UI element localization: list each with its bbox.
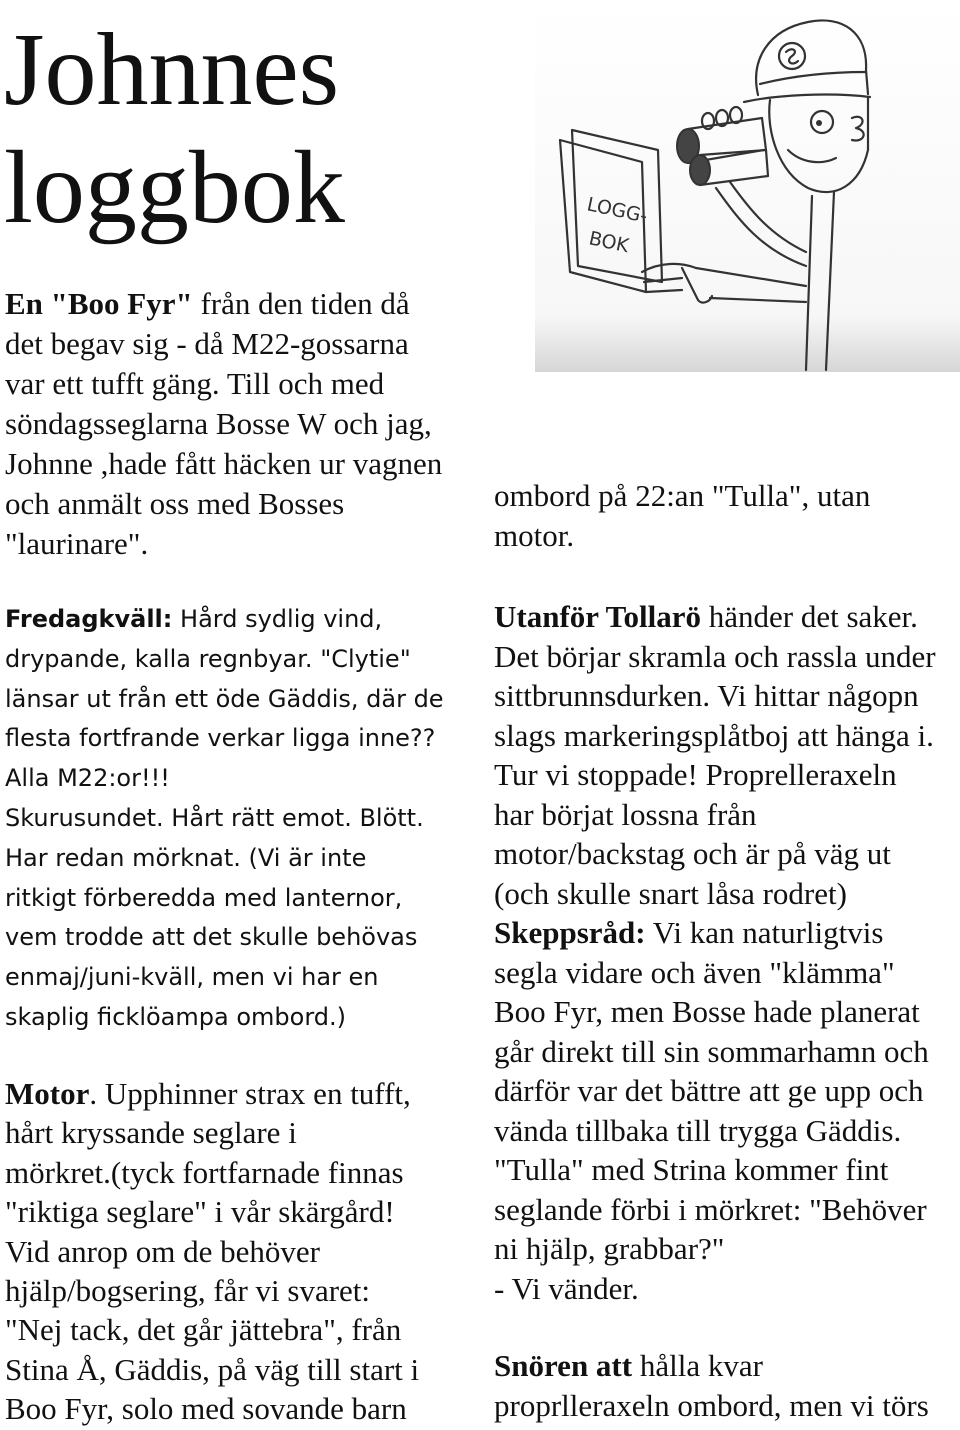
- line-text: går direkt till sin sommarhamn och: [494, 1033, 929, 1069]
- text-line: [494, 1032, 936, 1072]
- line-text: Det börjar skramla och rassla under: [494, 638, 936, 674]
- text-line: [494, 716, 936, 756]
- motor-paragraph: [5, 1074, 419, 1429]
- line-text: motor.: [494, 518, 575, 553]
- line-text: motor/backstag och är på väg ut: [494, 836, 891, 871]
- line-text: vända tillbaka till trygga Gäddis.: [494, 1112, 902, 1148]
- text-line: [5, 958, 444, 998]
- paper-background: [535, 0, 960, 372]
- text-line: [494, 676, 936, 716]
- text-line: [5, 1153, 419, 1192]
- line-text: - Vi vänder.: [494, 1270, 639, 1306]
- text-line: [5, 600, 444, 640]
- text-line: [5, 1232, 419, 1271]
- text-line: [5, 284, 442, 324]
- line-text: Hård sydlig vind,: [172, 605, 383, 633]
- text-line: [5, 444, 442, 484]
- text-line: [494, 1346, 929, 1386]
- line-text: "Nej tack, det går jättebra", från: [5, 1312, 402, 1348]
- line-text: var ett tufft gäng. Till och med: [5, 366, 385, 401]
- utanfor-paragraph: [494, 597, 936, 1308]
- text-line: [494, 476, 870, 516]
- snoren-paragraph: [494, 1346, 929, 1426]
- line-text: enmaj/juni-kväll, men vi har en: [5, 963, 379, 992]
- text-line: [5, 1113, 419, 1152]
- line-text: Har redan mörknat. (Vi är inte: [5, 843, 367, 872]
- text-line: [5, 799, 444, 839]
- text-line: [5, 404, 442, 444]
- bold-lead-text: En "Boo Fyr": [5, 286, 193, 321]
- line-text: ni hjälp, grabbar?": [494, 1231, 725, 1266]
- line-text: segla vidare och även "klämma": [494, 954, 895, 990]
- bold-lead-text: Fredagkväll:: [5, 605, 173, 633]
- line-text: händer det saker.: [700, 599, 918, 634]
- illustration-sailor-logbook: [530, 0, 960, 375]
- text-line: [5, 640, 444, 680]
- bold-lead-text: Skeppsråd:: [494, 915, 646, 950]
- text-line: [5, 759, 444, 799]
- text-line: [5, 1271, 419, 1310]
- pupil: [816, 120, 822, 126]
- title-line: loggbok: [4, 130, 345, 245]
- line-text: skaplig ficklöampa ombord.): [5, 1002, 346, 1031]
- text-line: [5, 719, 444, 759]
- line-text: "Tulla" med Strina kommer fint: [494, 1152, 889, 1187]
- line-text: därför var det bättre att ge upp och: [494, 1073, 924, 1108]
- line-text: vem trodde att det skulle behövas: [5, 923, 418, 952]
- line-text: "laurinare".: [5, 526, 149, 561]
- line-text: seglande förbi i mörkret: "Behöver: [494, 1191, 927, 1227]
- line-text: Tur vi stoppade! Proprelleraxeln: [494, 757, 897, 792]
- line-text: proprlleraxeln ombord, men vi törs: [494, 1388, 929, 1423]
- text-line: [494, 874, 936, 914]
- title-line: Johnnes: [4, 12, 340, 127]
- text-line: [5, 324, 442, 364]
- text-line: [5, 364, 442, 404]
- line-text: och anmält oss med Bosses: [5, 486, 345, 521]
- line-text: Boo Fyr, solo med sovande barn: [5, 1391, 407, 1427]
- line-text: . Upphinner strax en tufft,: [89, 1076, 411, 1111]
- text-line: [494, 755, 936, 795]
- line-text: "riktiga seglare" i vår skärgård!: [5, 1194, 395, 1230]
- line-text: hålla kvar: [632, 1348, 763, 1383]
- text-line: [494, 597, 936, 637]
- line-text: Alla M22:or!!!: [5, 764, 170, 793]
- text-line: [5, 839, 444, 879]
- text-line: [494, 1269, 936, 1309]
- line-text: flesta fortfrande verkar ligga inne??: [5, 724, 436, 753]
- line-text: söndagsseglarna Bosse W och jag,: [5, 406, 432, 441]
- fredagkvall-paragraph: [5, 600, 444, 1038]
- line-text: Vi kan naturligtvis: [645, 915, 884, 950]
- text-line: [5, 1074, 419, 1113]
- line-text: från den tiden då: [192, 286, 410, 321]
- line-text: det begav sig - då M22-gossarna: [5, 326, 409, 361]
- line-text: mörkret.(tyck fortfarnade finnas: [5, 1154, 404, 1190]
- text-line: [494, 1229, 936, 1269]
- text-line: [494, 992, 936, 1032]
- text-line: [494, 1111, 936, 1151]
- line-text: Vid anrop om de behöver: [5, 1233, 320, 1269]
- line-text: Boo Fyr, men Bosse hade planerat: [494, 994, 920, 1029]
- text-line: [5, 680, 444, 720]
- page-title: [4, 11, 345, 247]
- text-line: [494, 1071, 936, 1111]
- text-line: [5, 879, 444, 919]
- line-text: (och skulle snart låsa rodret): [494, 875, 847, 911]
- text-line: [494, 516, 870, 556]
- text-line: [494, 1190, 936, 1230]
- text-line: [494, 834, 936, 874]
- line-text: hjälp/bogsering, får vi svaret:: [5, 1273, 371, 1309]
- line-text: Johnne ,hade fått häcken ur vagnen: [5, 446, 443, 481]
- line-text: länsar ut från ett öde Gäddis, där de: [5, 684, 444, 713]
- book-label: LOGG-: [584, 193, 650, 228]
- bold-lead-text: Snören att: [494, 1348, 633, 1383]
- line-text: slags markeringsplåtboj att hänga i.: [494, 717, 934, 753]
- text-line: [5, 524, 442, 564]
- bold-lead-text: Motor: [5, 1076, 90, 1111]
- text-line: [5, 1389, 419, 1428]
- text-line: [494, 637, 936, 677]
- line-text: sittbrunnsdurken. Vi hittar någopn: [494, 678, 919, 713]
- bold-lead-text: Utanför Tollarö: [494, 599, 701, 634]
- line-text: Stina Å, Gäddis, på väg till start i: [5, 1351, 420, 1387]
- text-line: [5, 1310, 419, 1349]
- text-line: [494, 953, 936, 993]
- continuation-paragraph: [494, 476, 870, 556]
- text-line: [5, 1350, 419, 1389]
- line-text: Skurusundet. Hårt rätt emot. Blött.: [5, 803, 424, 832]
- text-line: [5, 1192, 419, 1231]
- text-line: [494, 1150, 936, 1190]
- text-line: [5, 918, 444, 958]
- text-line: [5, 484, 442, 524]
- line-text: drypande, kalla regnbyar. "Clytie": [5, 644, 411, 673]
- text-line: [5, 998, 444, 1038]
- text-line: [494, 1386, 929, 1426]
- line-text: ombord på 22:an "Tulla", utan: [494, 478, 871, 513]
- line-text: har börjat lossna från: [494, 796, 757, 832]
- line-text: ritkigt förberedda med lanternor,: [5, 883, 403, 912]
- text-line: [494, 913, 936, 953]
- line-text: hårt kryssande seglare i: [5, 1115, 297, 1151]
- text-line: [494, 795, 936, 835]
- intro-paragraph: [5, 284, 442, 564]
- book-label: BOK: [586, 227, 631, 258]
